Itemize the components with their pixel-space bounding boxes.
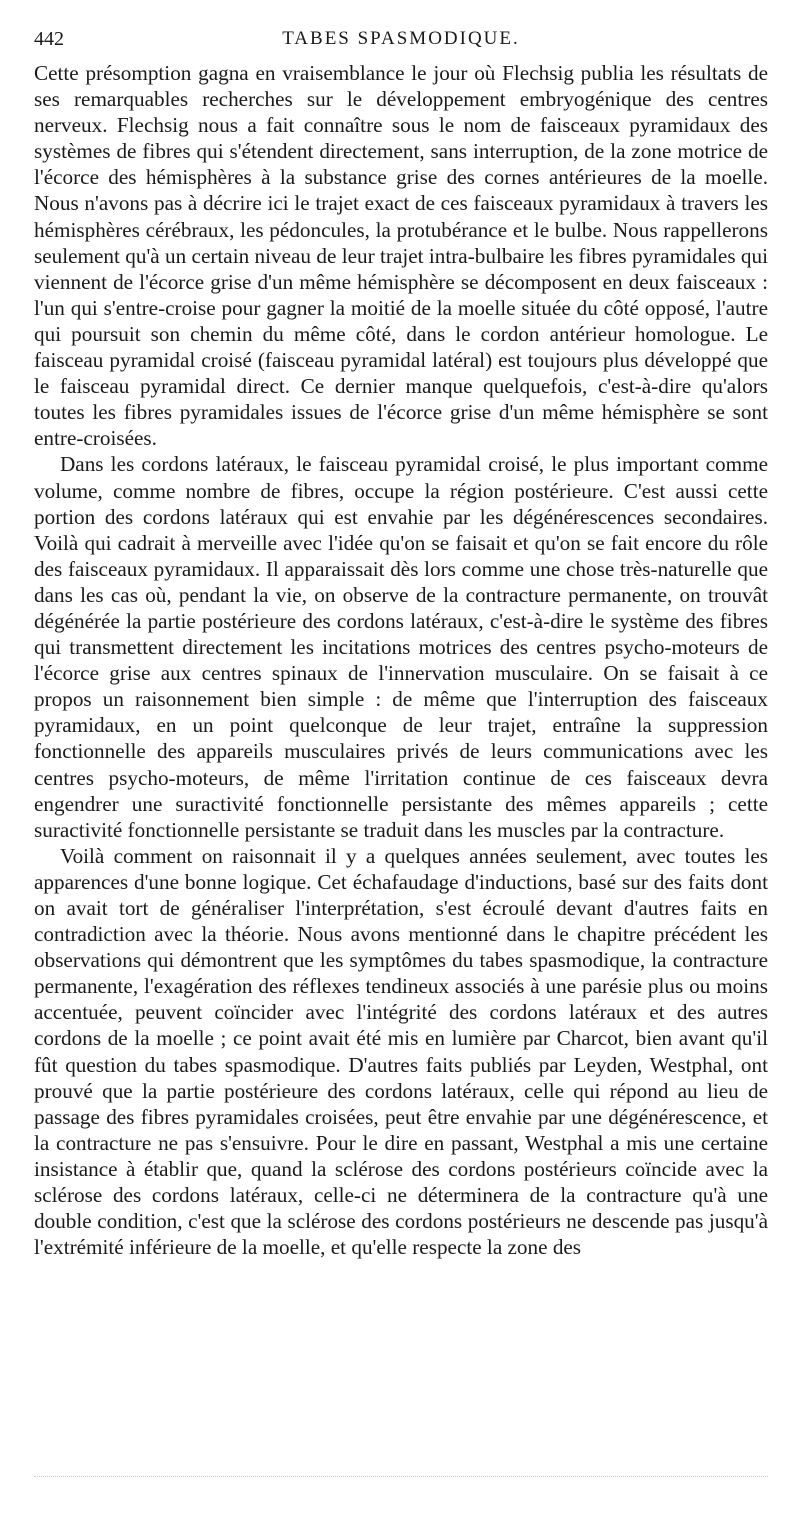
- paragraph-2: Dans les cordons latéraux, le faisceau pyramidal croisé, le plus important comme volume, comme nombre de fibres, occupe la région postérieure. C'est aussi cette portion des cordons latéraux qui est envahie par les dégénérescences secondaires. Voilà qui cadrait à merveille avec l'idée qu'on se faisait et qu'on se fait encore du rôle des faisceaux pyramidaux. Il apparaissait dès lors comme une chose très-naturelle que dans les cas où, pendant la vie, on observe de la contracture permanente, on trouvât dégénérée la partie postérieure des cordons latéraux, c'est-à-dire le système des fibres qui transmettent directement les incitations motrices des centres psycho-moteurs de l'écorce grise aux centres spinaux de l'innervation musculaire. On se faisait à ce propos un raisonnement bien simple : de même que l'interruption des faisceaux pyramidaux, en un point quelconque de leur trajet, entraîne la suppression fonctionnelle des appareils musculaires privés de leurs communications avec les centres psycho-moteurs, de même l'irritation continue de ces faisceaux devra engendrer une suractivité fonctionnelle persistante des mêmes appareils ; cette suractivité fonctionnelle persistante se traduit dans les muscles par la contracture.: [34, 452, 768, 842]
- running-title: TABES SPASMODIQUE.: [282, 28, 520, 49]
- page-number: 442: [34, 28, 64, 50]
- footer-bleed-through: [34, 1476, 768, 1477]
- paragraph-3: Voilà comment on raisonnait il y a quelques années seulement, avec toutes les apparences d'une bonne logique. Cet échafaudage d'inductions, basé sur des faits dont on avait tort de généraliser l'interprétation, s'est écroulé devant d'autres faits en contradiction avec la théorie. Nous avons mentionné dans le chapitre précédent les observations qui démontrent que les symptômes du tabes spasmodique, la contracture permanente, l'exagération des réflexes tendineux associés à une parésie plus ou moins accentuée, peuvent coïncider avec l'intégrité des cordons latéraux et des autres cordons de la moelle ; ce point avait été mis en lumière par Charcot, bien avant qu'il fût question du tabes spasmodique. D'autres faits publiés par Leyden, Westphal, ont prouvé que la partie postérieure des cordons latéraux, celle qui répond au lieu de passage des fibres pyramidales croisées, peut être envahie par une dégénérescence, et la contracture ne pas s'ensuivre. Pour le dire en passant, Westphal a mis une certaine insistance à établir que, quand la sclérose des cordons postérieurs coïncide avec la sclérose des cordons latéraux, celle-ci ne déterminera de la contracture qu'à une double condition, c'est que la sclérose des cordons postérieurs ne descende pas jusqu'à l'extrémité inférieure de la moelle, et qu'elle respecte la zone des: [34, 843, 768, 1260]
- page-header: [34, 26, 768, 60]
- body-text: [34, 60, 768, 1260]
- paragraph-1: Cette présomption gagna en vraisemblance le jour où Flechsig publia les résultats de ses remarquables recherches sur le développement embryogénique des centres nerveux. Flechsig nous a fait connaître sous le nom de faisceaux pyramidaux des systèmes de fibres qui s'étendent directement, sans interruption, de la zone motrice de l'écorce des hémisphères à la substance grise des cornes antérieures de la moelle. Nous n'avons pas à décrire ici le trajet exact de ces faisceaux pyramidaux à travers les hémisphères cérébraux, les pédoncules, la protubérance et le bulbe. Nous rappellerons seulement qu'à un certain niveau de leur trajet intra-bulbaire les fibres pyramidales qui viennent de l'écorce grise d'un même hémisphère se décomposent en deux faisceaux : l'un qui s'entre-croise pour gagner la moitié de la moelle située du côté opposé, l'autre qui poursuit son chemin du même côté, dans le cordon antérieur homologue. Le faisceau pyramidal croisé (faisceau pyramidal latéral) est toujours plus développé que le faisceau pyramidal direct. Ce dernier manque quelquefois, c'est-à-dire qu'alors toutes les fibres pyramidales issues de l'écorce grise d'un même hémisphère se sont entre-croisées.: [34, 61, 768, 451]
- book-page: [34, 26, 768, 1260]
